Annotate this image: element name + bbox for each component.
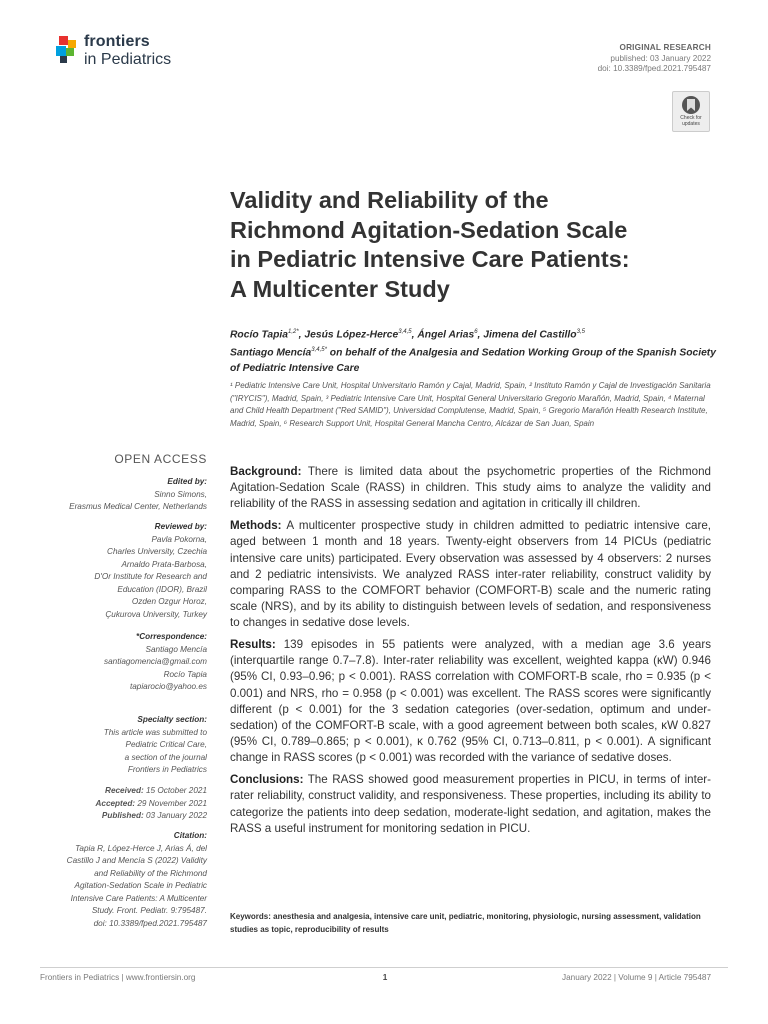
footer-divider bbox=[40, 967, 728, 968]
abstract-conclusions: Conclusions: The RASS showed good measurement properties in PICU, in terms of inter-rater reliability, construct validity, and responsiveness. These properties, including its ability to categorize the patients into deep sedation, moderate-light sedation, and agitation, makes the RASS a useful instrument for monitoring sedation in PICU. bbox=[230, 773, 711, 835]
author-name[interactable]: Santiago Mencía bbox=[230, 347, 312, 359]
article-meta-header bbox=[598, 43, 711, 75]
reviewed-by-section: Reviewed by: Pavla Pokorna, Charles University, Czechia Arnaldo Prata-Barbosa, D'Or Institute for Research and Education (IDOR), Brazil Ozden Ozgur Horoz, Çukurova University, Turkey bbox=[94, 522, 207, 619]
abstract-results: Results: 139 episodes in 55 patients were analyzed, with a median age 3.6 years (interquartile range 0.7–7.8). Inter-rater reliability was excellent, weighted kappa (κW) 0.946 (95% CI, 0.93–0.96; p < 0.001). RASS correlation with COMFORT-B scale, rho = 0.935 (p < 0.001) and NRS, rho = 0.958 (p < 0.001) was excellent. The RASS scores were significantly different (p < 0.001) for the 3 sedation categories (over-sedation, optimum and under-sedation) of the COMFORT-B scale, with a good agreement between both scales, κW 0.827 (95% CI, 0.789–0.865; p < 0.001), κ 0.762 (95% CI, 0.713–0.811, p < 0.001). A significant change in RASS scores (p < 0.001) was recorded with the variance of sedative doses. bbox=[230, 638, 711, 765]
keywords: Keywords: anesthesia and analgesia, intensive care unit, pediatric, monitoring, physiologic, nursing assessment, validation studies as topic, reproducibility of results bbox=[230, 912, 701, 934]
journal-subname: in Pediatrics bbox=[84, 51, 172, 68]
published-date: published: 03 January 2022 bbox=[610, 53, 711, 63]
abstract bbox=[230, 464, 711, 842]
abstract-background: Background: There is limited data about the psychometric properties of the Richmond Agitation-Sedation Scale (RASS) in children. This study aims to analyze the validity and reliability of the RASS in assessing sedation and agitation in critically ill children. bbox=[230, 465, 711, 511]
correspondence-email[interactable]: santiagomencia@gmail.com bbox=[104, 657, 207, 666]
author-list: Rocío Tapia$^{1,2*}$, Jesús López-Herce$^{3,4,5}$, Ángel Arias$^6$, Jimena del Castillo$^{3,5}$ Santiago Mencía$^{3,4,5*}$ on behalf of the Analgesia and Sedation Working Group of the Spanish Society of Pediatric Intensive Care bbox=[230, 329, 716, 374]
author-group: on behalf of the Analgesia and Sedation Working Group of the Spanish Society of Pediatric Intensive Care bbox=[230, 347, 716, 374]
citation-doi[interactable]: doi: 10.3389/fped.2021.795487 bbox=[93, 918, 207, 928]
dates-section: Received: 15 October 2021 Accepted: 29 November 2021 Published: 03 January 2022 bbox=[95, 786, 207, 820]
article-title: Validity and Reliability of the Richmond Agitation-Sedation Scale in Pediatric Intensive Care Patients: A Multicenter Study bbox=[230, 187, 630, 302]
author-name[interactable]: Rocío Tapia bbox=[230, 329, 288, 341]
journal-logo[interactable] bbox=[56, 34, 171, 68]
citation-section: Citation: Tapia R, López-Herce J, Arias Á, del Castillo J and Mencía S (2022) Validity and Reliability of the Richmond Agitation-Sedation Scale in Pediatric Intensive Care Patients: A Multicenter Study. Front. Pediatr. 9:795487. doi: 10.3389/fped.2021.795487 bbox=[40, 830, 207, 930]
affiliations: ¹ Pediatric Intensive Care Unit, Hospital Universitario Ramón y Cajal, Madrid, Spain, ² Instituto Ramón y Cajal de Investigación Sanitaria ("IRYCIS"), Madrid, Spain, ³ Pediatric Intensive Care Unit, Hospital General Universitario Gregorio Marañón, Madrid, Spain, ⁴ Maternal and Child Health Department ("Red SAMID"), Universidad Complutense, Madrid, Spain, ⁵ Gregorio Marañón Health Research Institute, Madrid, Spain, ⁶ Research Support Unit, Hospital General Mancha Centro, Alcázar de San Juan, Spain bbox=[230, 381, 711, 428]
check-for-updates-badge[interactable] bbox=[672, 91, 710, 132]
author-name[interactable]: Jesús López-Herce bbox=[304, 329, 399, 341]
frontiers-logo-icon bbox=[56, 36, 80, 66]
specialty-section: Specialty section: This article was submitted to Pediatric Critical Care, a section of the journal Frontiers in Pediatrics bbox=[103, 715, 207, 774]
author-name[interactable]: Ángel Arias bbox=[417, 329, 475, 341]
footer-journal-link[interactable]: Frontiers in Pediatrics | www.frontiersin.org bbox=[40, 973, 196, 982]
article-type: ORIGINAL RESEARCH bbox=[619, 43, 711, 52]
bookmark-icon bbox=[682, 96, 700, 114]
footer-issue-info: January 2022 | Volume 9 | Article 795487 bbox=[562, 973, 711, 982]
edited-by-section: Edited by: Sinno Simons, Erasmus Medical Center, Netherlands bbox=[69, 477, 207, 511]
page-number: 1 bbox=[382, 973, 388, 982]
author-name[interactable]: Jimena del Castillo bbox=[483, 329, 577, 341]
check-for-updates-label: Check for updates bbox=[680, 115, 702, 127]
open-access-label: OPEN ACCESS bbox=[114, 452, 207, 466]
journal-name: frontiers bbox=[84, 33, 150, 50]
correspondence-section: *Correspondence: Santiago Mencía santiagomencia@gmail.com Rocío Tapia tapiarocio@yahoo.es bbox=[40, 631, 207, 694]
correspondence-email[interactable]: tapiarocio@yahoo.es bbox=[129, 682, 207, 691]
abstract-methods: Methods: A multicenter prospective study in children admitted to pediatric intensive care, aged between 1 month and 18 years. Twenty-eight observers from 14 PICUs (pediatric intensive care units) participated. Every observation was assessed by 4 observers: 2 nurses and 2 pediatric intensivists. We analyzed RASS inter-rater reliability, construct validity by comparing RASS to the COMFORT behavior (COMFORT-B) scale and the numeric rating scale (NRS), and by its ability to distinguish between levels of sedation, and responsiveness to changes in sedative dose levels. bbox=[230, 519, 711, 630]
doi-link[interactable]: doi: 10.3389/fped.2021.795487 bbox=[597, 64, 711, 73]
